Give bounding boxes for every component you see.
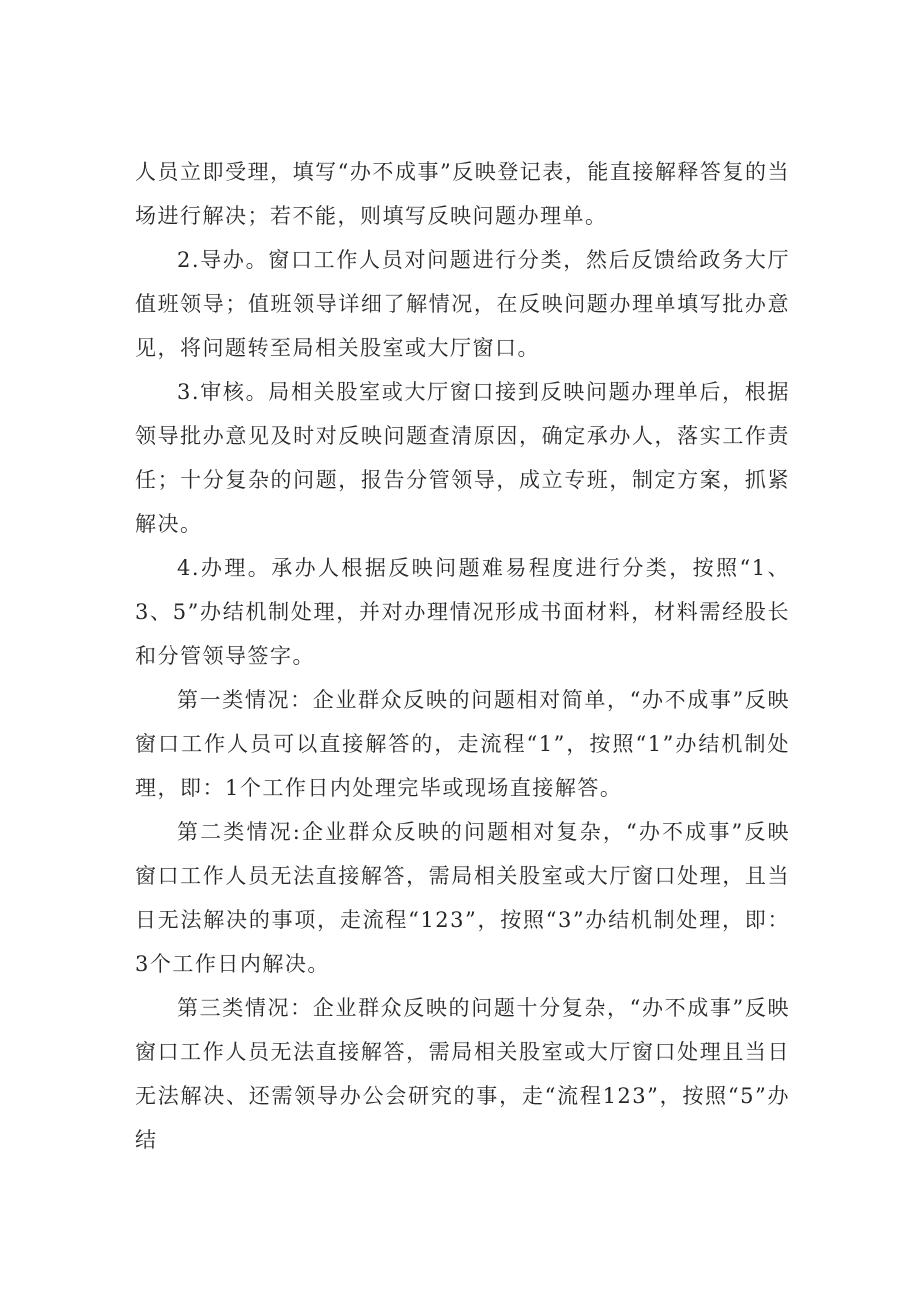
document-body (135, 150, 790, 1162)
paragraph-case-2: 第二类情况:企业群众反映的问题相对复杂，“办不成事”反映窗口工作人员无法直接解答，需局相关股室或大厅窗口处理，且当日无法解决的事项，走流程“123”，按照“3”办结机制处理，即：3个工作日内解决。 (135, 820, 790, 976)
paragraph-step-2-guide: 2.导办。窗口工作人员对问题进行分类，然后反馈给政务大厅值班领导；值班领导详细了解情况，在反映问题办理单填写批办意见，将问题转至局相关股室或大厅窗口。 (135, 248, 790, 360)
paragraph-step-4-handle: 4.办理。承办人根据反映问题难易程度进行分类，按照“1、3、5”办结机制处理，并对办理情况形成书面材料，材料需经股长和分管领导签字。 (135, 556, 790, 668)
paragraph-case-3: 第三类情况：企业群众反映的问题十分复杂，“办不成事”反映窗口工作人员无法直接解答，需局相关股室或大厅窗口处理且当日无法解决、还需领导办公会研究的事，走“流程123”，按照“5”办结 (135, 996, 790, 1152)
paragraph-continuation: 人员立即受理，填写“办不成事”反映登记表，能直接解释答复的当场进行解决；若不能，则填写反映问题办理单。 (135, 160, 790, 228)
paragraph-case-1: 第一类情况：企业群众反映的问题相对简单，“办不成事”反映窗口工作人员可以直接解答的，走流程“1”，按照“1”办结机制处理，即：1个工作日内处理完毕或现场直接解答。 (135, 688, 790, 800)
paragraph-step-3-review: 3.审核。局相关股室或大厅窗口接到反映问题办理单后，根据领导批办意见及时对反映问题查清原因，确定承办人，落实工作责任；十分复杂的问题，报告分管领导，成立专班，制定方案，抓紧解决。 (135, 380, 790, 536)
